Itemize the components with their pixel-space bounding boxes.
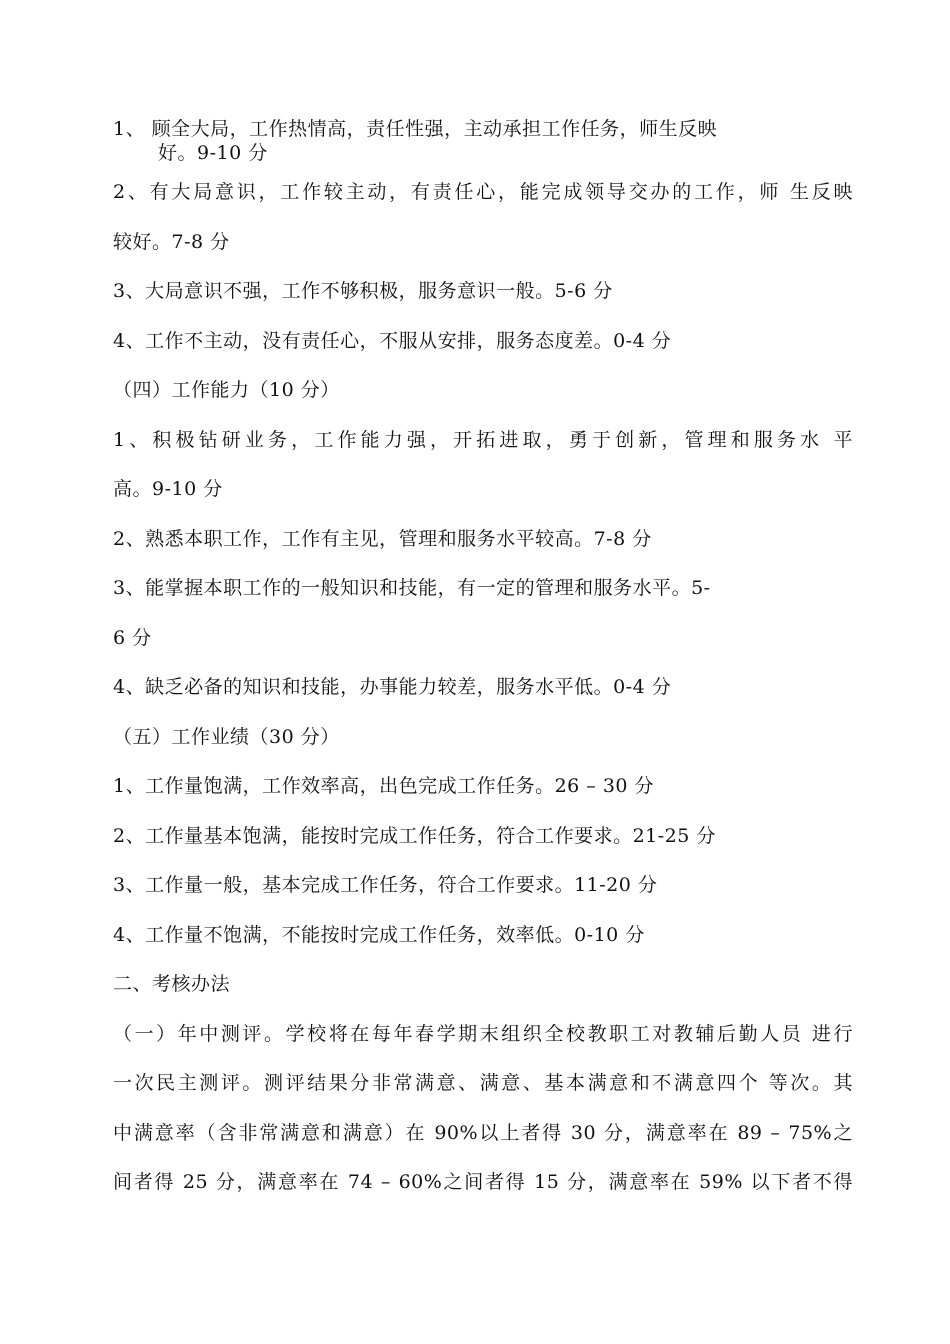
section-heading: 二、考核办法 [113, 973, 231, 995]
criterion-line: 1、 顾全大局，工作热情高，责任性强，主动承担工作任务，师生反映 [113, 118, 718, 140]
body-paragraph-line: 一次民主测评。测评结果分非常满意、满意、基本满意和不满意四个 等次。其 [113, 1072, 853, 1094]
criterion-line: 2、有大局意识，工作较主动，有责任心，能完成领导交办的工作，师 生反映 [113, 181, 853, 203]
criterion-line: 1、工作量饱满，工作效率高，出色完成工作任务。26 – 30 分 [113, 775, 655, 797]
criterion-line-continuation: 6 分 [113, 627, 152, 649]
criterion-line: 4、工作量不饱满，不能按时完成工作任务，效率低。0-10 分 [113, 924, 645, 946]
body-paragraph-line: 间者得 25 分，满意率在 74 – 60%之间者得 15 分，满意率在 59% 以下者不得 [113, 1171, 853, 1193]
criterion-line: 3、工作量一般，基本完成工作任务，符合工作要求。11-20 分 [113, 874, 658, 896]
criterion-line-continuation: 高。9-10 分 [113, 478, 223, 500]
criterion-line: 3、能掌握本职工作的一般知识和技能，有一定的管理和服务水平。5- [113, 577, 711, 599]
criterion-line-continuation: 较好。7-8 分 [113, 231, 230, 253]
criterion-line: 3、大局意识不强，工作不够积极，服务意识一般。5-6 分 [113, 280, 613, 302]
section-heading: （五）工作业绩（30 分） [113, 726, 340, 748]
criterion-line: 4、工作不主动，没有责任心，不服从安排，服务态度差。0-4 分 [113, 330, 672, 352]
criterion-line: 2、工作量基本饱满，能按时完成工作任务，符合工作要求。21-25 分 [113, 825, 716, 847]
body-paragraph-line: （一）年中测评。学校将在每年春学期末组织全校教职工对教辅后勤人员 进行 [113, 1023, 853, 1045]
body-paragraph-line: 中满意率（含非常满意和满意）在 90%以上者得 30 分，满意率在 89 – 75%之 [113, 1122, 853, 1144]
criterion-line: 2、熟悉本职工作，工作有主见，管理和服务水平较高。7-8 分 [113, 528, 652, 550]
section-heading: （四）工作能力（10 分） [113, 379, 340, 401]
criterion-line: 4、缺乏必备的知识和技能，办事能力较差，服务水平低。0-4 分 [113, 676, 672, 698]
criterion-line: 1、积极钻研业务，工作能力强，开拓进取，勇于创新，管理和服务水 平 [113, 429, 853, 451]
criterion-line-continuation: 好。9-10 分 [158, 142, 268, 164]
